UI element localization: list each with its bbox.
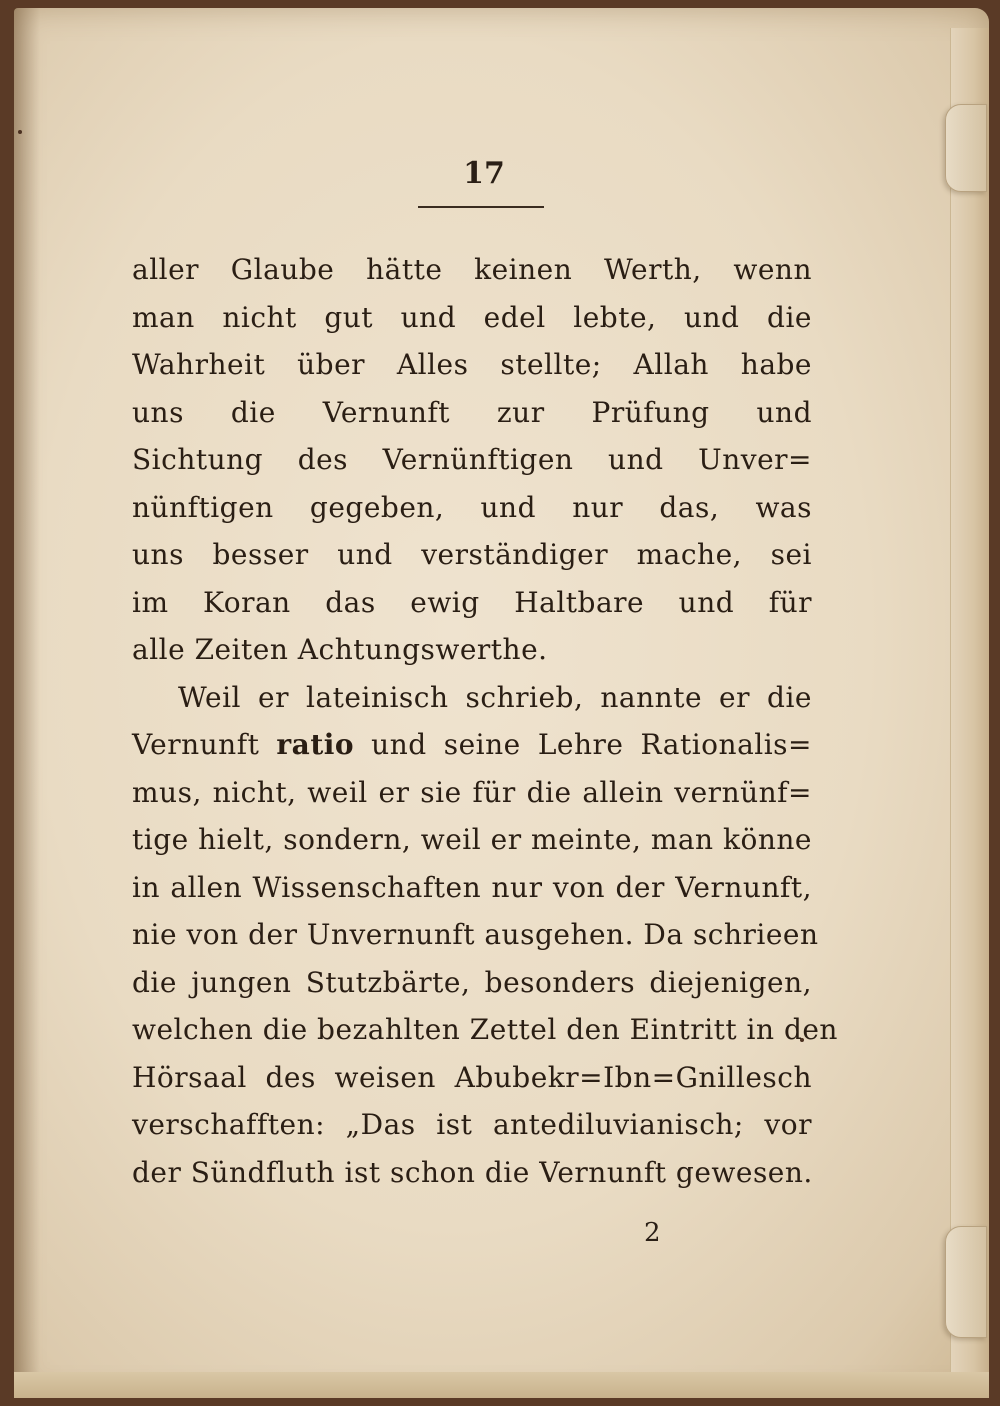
- text-span: und seine Lehre Rationalis=: [371, 728, 813, 761]
- ink-speck: [18, 130, 22, 134]
- page-tab-bottom: [945, 1226, 987, 1338]
- text-line: mus, nicht, weil er sie für die allein vernünf=: [132, 775, 812, 809]
- text-line: verschafften: „Das ist antediluvianisch; vor: [132, 1108, 812, 1141]
- text-line: Wahrheit über Alles stellte; Allah habe: [132, 348, 812, 381]
- header-rule: [418, 206, 544, 208]
- text-line: nie von der Unvernunft ausgehen. Da schrieen: [132, 918, 819, 951]
- gutter-shadow: [14, 8, 40, 1398]
- text-line: alle Zeiten Achtungswerthe.: [132, 633, 548, 666]
- body-text: [132, 246, 838, 1196]
- page-tab-top: [945, 104, 987, 192]
- page-bottom-edge: [14, 1372, 989, 1398]
- text-line: nünftigen gegeben, und nur das, was: [132, 490, 812, 524]
- page-edge: [950, 28, 989, 1388]
- text-line: im Koran das ewig Haltbare und für: [132, 585, 812, 619]
- signature-mark: 2: [644, 1218, 661, 1248]
- text-line: welchen die bezahlten Zettel den Eintritt in den: [132, 1013, 838, 1046]
- paper-page: [14, 8, 989, 1398]
- page-number: 17: [463, 156, 505, 191]
- text-line: Sichtung des Vernünftigen und Unver=: [132, 443, 812, 476]
- paragraph-start-line: Weil er lateinisch schrieb, nannte er die: [178, 680, 812, 714]
- text-line-with-emphasis: [132, 721, 812, 769]
- text-line: uns besser und verständiger mache, sei: [132, 538, 812, 571]
- emphasized-word: ratio: [276, 728, 355, 761]
- text-span: Vernunft: [132, 728, 260, 761]
- text-line: man nicht gut und edel lebte, und die: [132, 300, 812, 334]
- text-line: tige hielt, sondern, weil er meinte, man könne: [132, 823, 812, 856]
- text-line: uns die Vernunft zur Prüfung und: [132, 395, 812, 429]
- text-line: die jungen Stutzbärte, besonders diejenigen,: [132, 965, 812, 999]
- text-line: Hörsaal des weisen Abubekr=Ibn=Gnillesch: [132, 1060, 812, 1094]
- text-line: der Sündfluth ist schon die Vernunft gewesen.: [132, 1155, 813, 1189]
- text-line: in allen Wissenschaften nur von der Vernunft,: [132, 870, 812, 904]
- text-line: aller Glaube hätte keinen Werth, wenn: [132, 253, 812, 286]
